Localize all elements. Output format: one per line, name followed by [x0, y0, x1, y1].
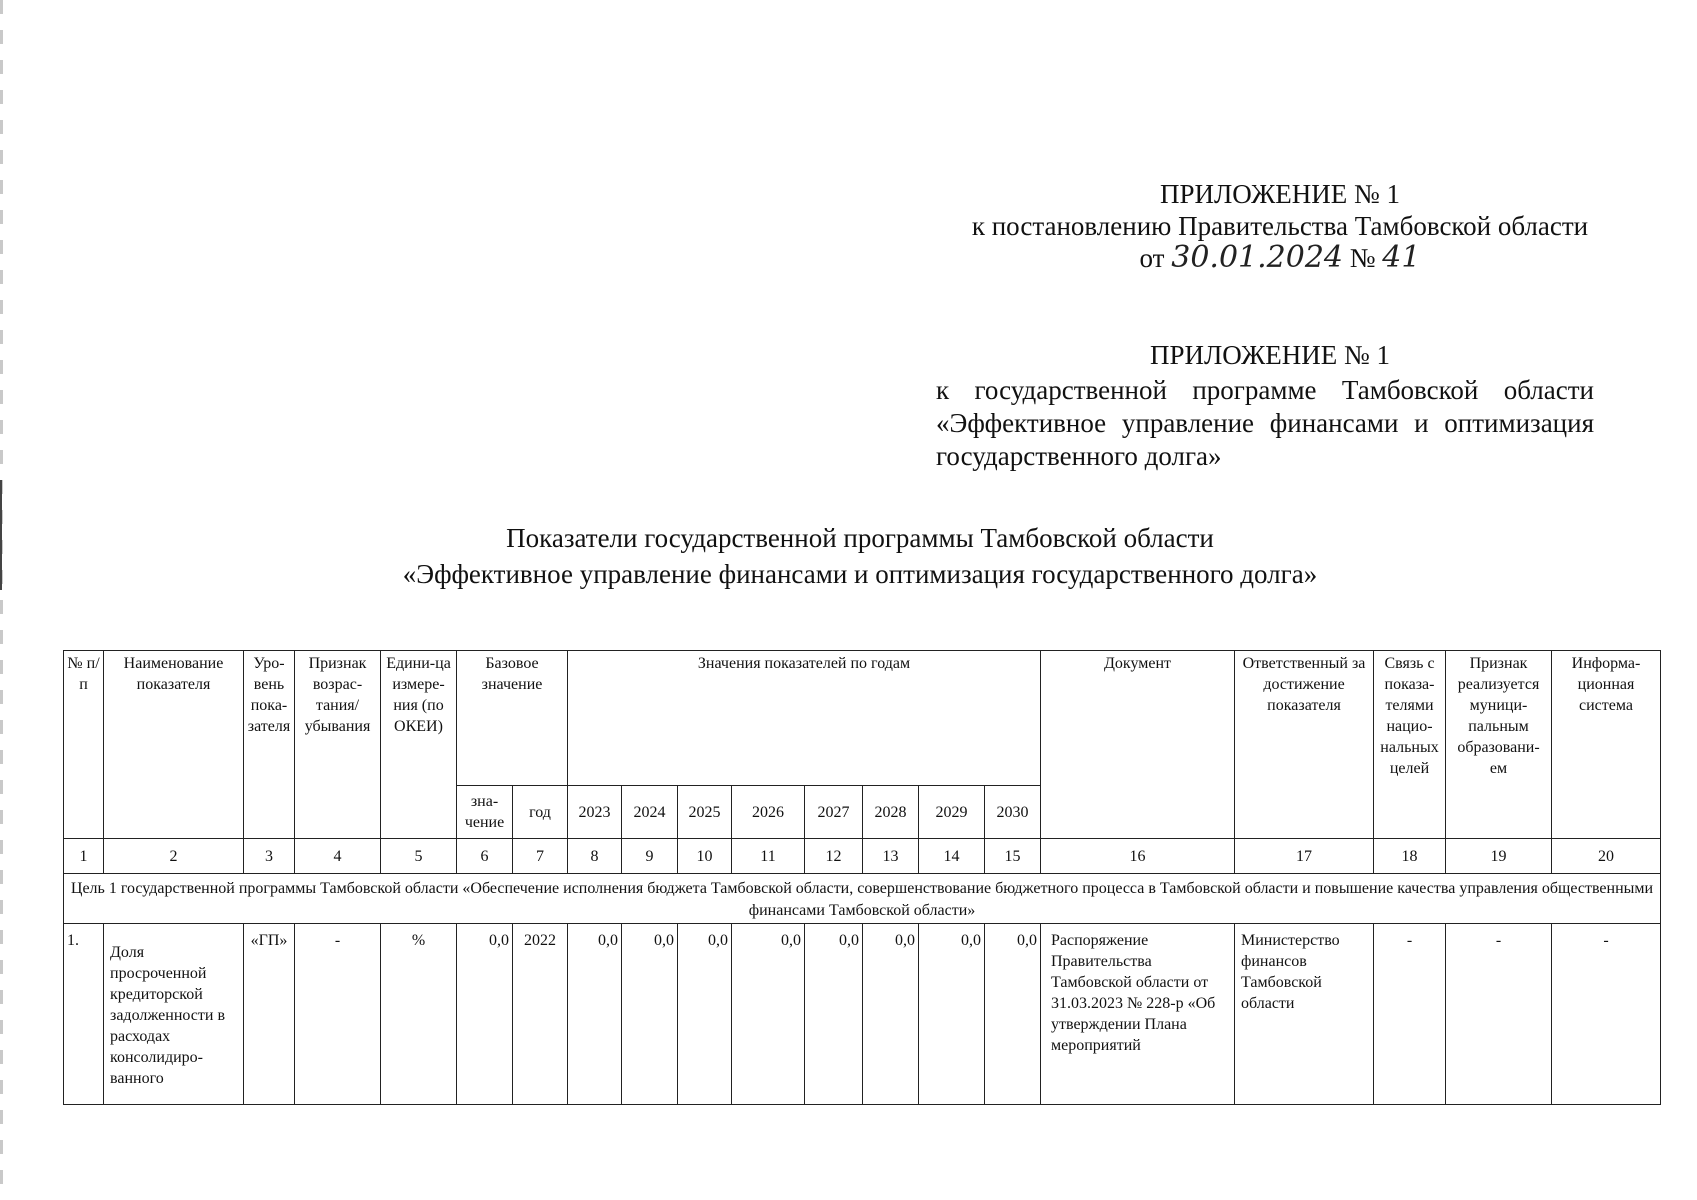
column-number: 19: [1446, 839, 1552, 874]
header-year: 2027: [805, 786, 863, 839]
header-base: Базовое значение: [457, 651, 568, 786]
document-title-line-1: Показатели государственной программы Тамбовской области: [506, 523, 1214, 553]
column-number: 17: [1235, 839, 1374, 874]
header-year: 2024: [622, 786, 678, 839]
row-info-system: -: [1552, 924, 1661, 1105]
column-number: 10: [678, 839, 732, 874]
goal-row: [64, 874, 1661, 924]
header-values-by-year: Значения показателей по годам: [568, 651, 1041, 786]
row-document: Распоряжение Правительства Тамбовской области от 31.03.2023 № 228-р «Об утверждении Плана мероприятий: [1041, 924, 1235, 1105]
header-name: Наименование показателя: [104, 651, 244, 839]
row-value-2024: 0,0: [622, 924, 678, 1105]
row-value-2023: 0,0: [568, 924, 622, 1105]
handwritten-number: 41: [1382, 240, 1421, 275]
row-value-2025: 0,0: [678, 924, 732, 1105]
row-sign: -: [295, 924, 381, 1105]
column-number: 18: [1374, 839, 1446, 874]
table-row: [64, 924, 1661, 1105]
row-link: -: [1374, 924, 1446, 1105]
column-number: 15: [985, 839, 1041, 874]
column-number: 2: [104, 839, 244, 874]
header-responsible: Ответственный за достижение показателя: [1235, 651, 1374, 839]
row-level: «ГП»: [244, 924, 295, 1105]
header-year: 2030: [985, 786, 1041, 839]
row-responsible: Министерство финансов Тамбовской области: [1235, 924, 1374, 1105]
row-value-2029: 0,0: [919, 924, 985, 1105]
header-municipal: Признак реализуется муници-пальным образовани-ем: [1446, 651, 1552, 839]
indicators-table: [63, 650, 1661, 1105]
number-sign: №: [1349, 243, 1376, 273]
header-sign: Признак возрас-тания/ убывания: [295, 651, 381, 839]
row-num: 1.: [64, 924, 104, 1105]
column-number: 12: [805, 839, 863, 874]
header-row-1: [64, 651, 1661, 786]
column-number: 6: [457, 839, 513, 874]
header-year: 2029: [919, 786, 985, 839]
appendix-2-title: ПРИЛОЖЕНИЕ № 1: [1149, 340, 1391, 370]
appendix-1-date-line: [930, 242, 1630, 274]
appendix-1-title: ПРИЛОЖЕНИЕ № 1: [1159, 179, 1401, 209]
goal-text: Цель 1 государственной программы Тамбовской области «Обеспечение исполнения бюджета Тамбовской области, совершенствование бюджетного процесса в Тамбовской области и повышение качества управления общественными финансами Тамбовской области»: [64, 874, 1661, 924]
column-number: 13: [863, 839, 919, 874]
header-link: Связь с показа-телями нацио-нальных целей: [1374, 651, 1446, 839]
row-value-2027: 0,0: [805, 924, 863, 1105]
column-number: 1: [64, 839, 104, 874]
document-title: [60, 520, 1660, 592]
scan-edge-mark: [0, 480, 2, 590]
header-year: 2026: [732, 786, 805, 839]
column-number: 8: [568, 839, 622, 874]
appendix-2-body: к государственной программе Тамбовской области «Эффективное управление финансами и оптимизация государственного долга»: [936, 375, 1594, 471]
handwritten-date: 30.01.2024: [1171, 240, 1344, 275]
column-number: 20: [1552, 839, 1661, 874]
header-unit: Едини-ца измере-ния (по ОКЕИ): [381, 651, 457, 839]
row-name: Доля просроченной кредиторской задолженности в расходах консолидиро-ванного: [104, 924, 244, 1105]
column-number: 11: [732, 839, 805, 874]
row-value-2030: 0,0: [985, 924, 1041, 1105]
column-number: 9: [622, 839, 678, 874]
column-number-row: [64, 839, 1661, 874]
appendix-1-block: [930, 178, 1630, 274]
document-title-line-2: «Эффективное управление финансами и оптимизация государственного долга»: [402, 559, 1318, 589]
header-info-system: Информа-ционная система: [1552, 651, 1661, 839]
column-number: 16: [1041, 839, 1235, 874]
header-base-year: год: [513, 786, 568, 839]
date-prefix: от: [1139, 243, 1165, 273]
header-base-value: зна-чение: [457, 786, 513, 839]
column-number: 14: [919, 839, 985, 874]
header-level: Уро-вень пока-зателя: [244, 651, 295, 839]
row-unit: %: [381, 924, 457, 1105]
column-number: 5: [381, 839, 457, 874]
row-base-year: 2022: [513, 924, 568, 1105]
row-base-value: 0,0: [457, 924, 513, 1105]
scan-edge: [0, 0, 3, 1200]
column-number: 7: [513, 839, 568, 874]
row-value-2026: 0,0: [732, 924, 805, 1105]
header-year: 2028: [863, 786, 919, 839]
column-number: 4: [295, 839, 381, 874]
header-year: 2023: [568, 786, 622, 839]
appendix-1-subtitle: к постановлению Правительства Тамбовской области: [971, 211, 1589, 241]
header-year: 2025: [678, 786, 732, 839]
row-municipal: -: [1446, 924, 1552, 1105]
column-number: 3: [244, 839, 295, 874]
header-document: Документ: [1041, 651, 1235, 839]
header-num: № п/п: [64, 651, 104, 839]
row-value-2028: 0,0: [863, 924, 919, 1105]
